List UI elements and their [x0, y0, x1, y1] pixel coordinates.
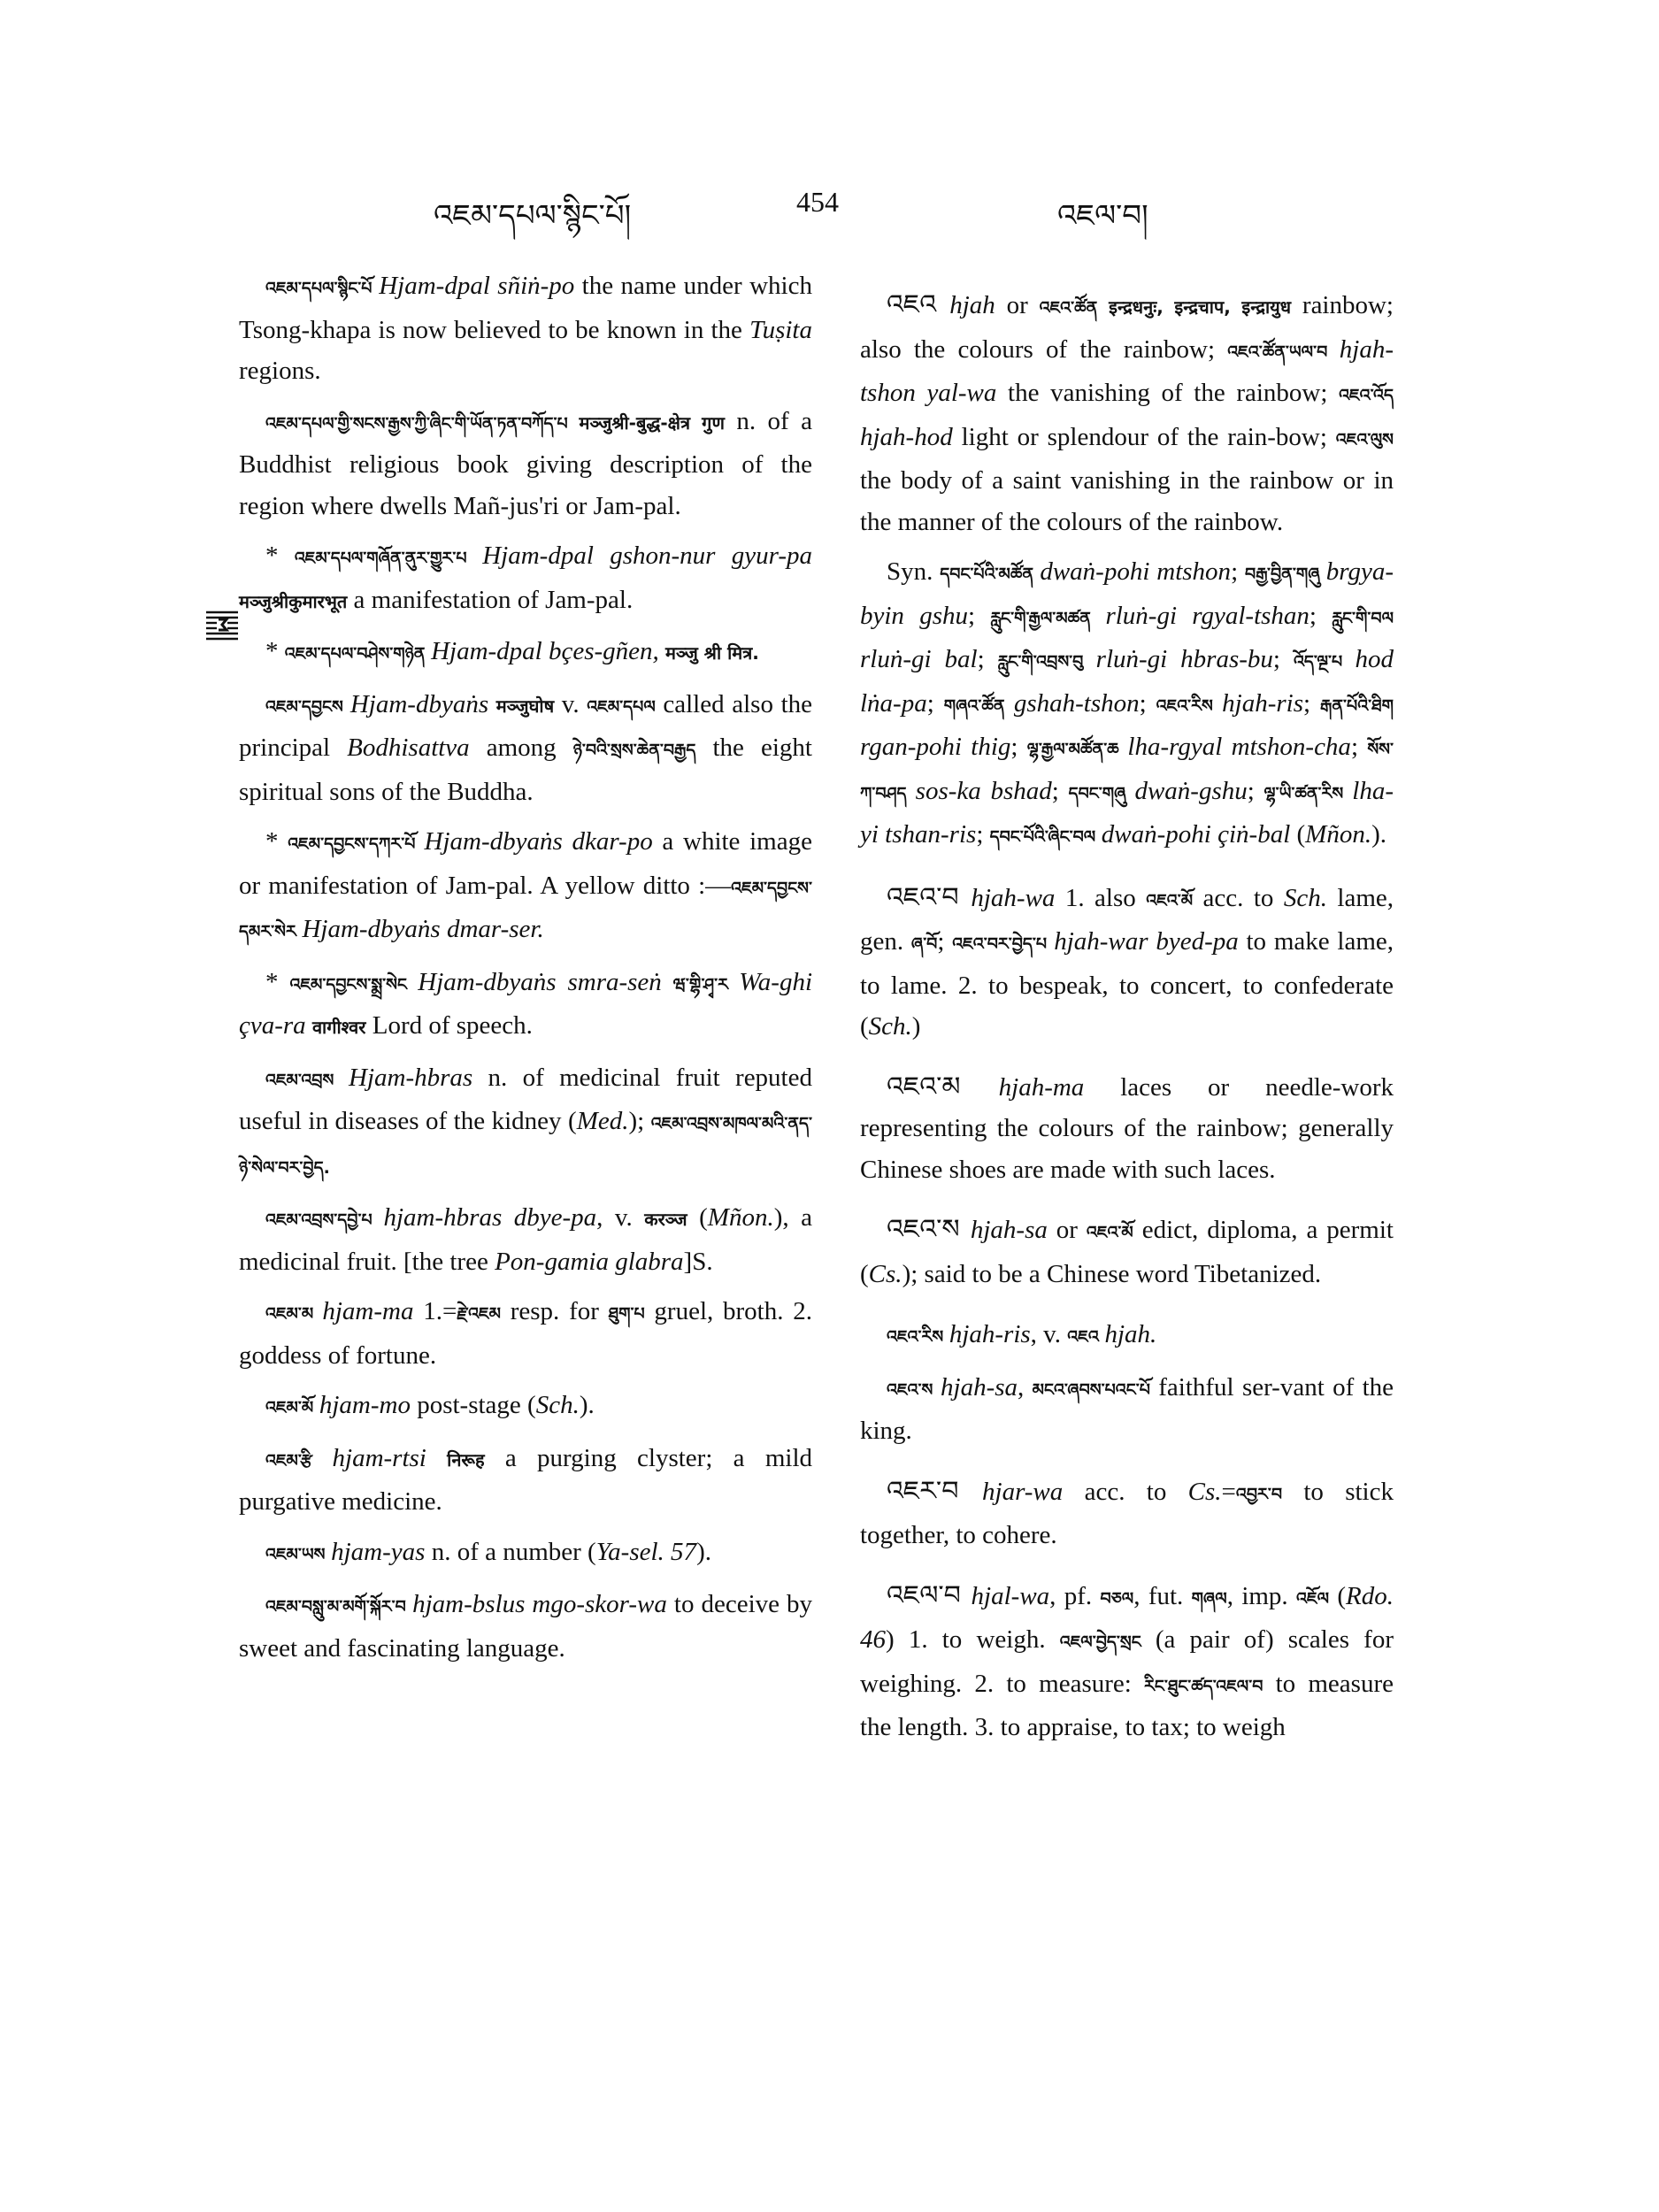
english-text: laces or needle-work representing the colours of the rainbow; generally Chinese shoes are made with such laces.: [860, 1072, 1394, 1184]
english-text: [662, 968, 673, 996]
transliteration: hjam-bslus mgo-skor-wa: [412, 1590, 667, 1618]
transliteration: dwaṅ-gshu: [1134, 776, 1248, 805]
english-text: *: [265, 827, 288, 856]
dictionary-entry: [860, 1576, 1394, 1748]
tibetan-text: འཇམ་དཔལ་སྙིང་པོ: [265, 279, 380, 298]
tibetan-text: འཇམ་དཔལ་བཤེས་གཉེན: [284, 644, 432, 664]
english-text: [426, 1444, 447, 1472]
transliteration: Cs.: [868, 1259, 902, 1288]
english-text: *: [265, 967, 290, 996]
english-text: the name under which Tsong-khapa is now believed to be known in the: [239, 272, 812, 344]
tibetan-text: འཇམ་དབྱངས་སྨྲ་སེང: [289, 974, 419, 995]
transliteration: dwaṅ-pohi çiṅ-bal: [1101, 820, 1291, 849]
sanskrit-text: वागीश्वर: [311, 1017, 366, 1038]
english-text: ;: [977, 645, 998, 673]
english-text: ;: [1051, 776, 1069, 805]
english-text: *: [265, 541, 295, 570]
english-text: [1097, 291, 1109, 319]
english-text: ;: [937, 927, 953, 956]
english-text: ;: [1309, 601, 1333, 630]
english-text: ).: [696, 1537, 711, 1566]
english-text: ;: [1302, 688, 1320, 718]
english-text: (: [687, 1203, 708, 1232]
transliteration: Med.: [576, 1107, 629, 1135]
tibetan-text: འཇམ་རྩི: [265, 1450, 333, 1471]
tibetan-text: རྗེ་འཇམ: [457, 1304, 501, 1324]
transliteration: Hjam-dpal gshon-nur gyur-pa: [482, 541, 812, 570]
english-text: [488, 690, 496, 718]
transliteration: hjah-war byed-pa: [1054, 927, 1239, 956]
transliteration: Hjam-dbyaṅs dmar-ser.: [302, 915, 544, 943]
english-text: among: [469, 733, 573, 762]
english-text: ]S.: [683, 1247, 713, 1276]
tibetan-text: འཇམ་དབྱངས: [265, 696, 350, 717]
tibetan-text: ཞ་བོ: [910, 934, 938, 954]
english-text: regions.: [239, 357, 321, 385]
english-text: gruel, broth. 2. goddess of fortune.: [239, 1297, 812, 1370]
tibetan-text: འཇའ་ལུས: [1335, 429, 1394, 449]
dictionary-entry: [239, 1057, 812, 1189]
english-text: ;: [1231, 557, 1246, 586]
dictionary-entry: [239, 535, 812, 622]
sanskrit-text: मञ्जुश्रीकुमारभूत: [239, 590, 348, 612]
transliteration: hjal-wa: [971, 1581, 1050, 1610]
transliteration: gshah-tshon: [1013, 688, 1140, 718]
english-text: Lord of speech.: [365, 1011, 533, 1040]
dictionary-entry: [860, 285, 1394, 542]
english-text: acc. to: [1063, 1477, 1188, 1506]
dictionary-entry: [860, 1067, 1394, 1191]
tibetan-text: འཇམ་དཔལ་གྱི་སངས་རྒྱས་ཀྱི་ཞིང་གི་ཡོན་ཏན་བཀོད་པ: [265, 413, 580, 434]
transliteration: dwaṅ-pohi mtshon: [1040, 557, 1232, 586]
english-text: called also the principal: [239, 689, 813, 762]
english-text: n. of medicinal fruit reputed useful in diseases of the kidney (: [239, 1063, 812, 1135]
tibetan-text: ཝ་གྷི་ཤྭ་ར: [672, 974, 740, 995]
transliteration: Ya-sel. 57: [595, 1537, 697, 1566]
tibetan-text: རླུང་གི་འབྲས་བུ: [997, 652, 1096, 672]
dictionary-entry: [860, 878, 1394, 1048]
english-text: ) 1. to weigh.: [886, 1625, 1060, 1654]
tibetan-text: རྒན་པོའི་ཐིག: [1319, 695, 1394, 716]
english-text: ): [911, 1012, 921, 1041]
english-text: light or splendour of the rain-bow;: [952, 422, 1336, 451]
dictionary-entry: [860, 551, 1394, 858]
tibetan-text: ལྷ་རྒྱལ་མཚོན་ཆ: [1026, 740, 1128, 759]
transliteration: hjah-ris: [1222, 688, 1303, 718]
transliteration: sos-ka bshad: [915, 776, 1052, 805]
tibetan-text: འཇའ་རིས: [1156, 695, 1223, 716]
dictionary-entry: [239, 1438, 812, 1523]
dictionary-entry: [239, 1385, 812, 1429]
dictionary-entry: [239, 1197, 812, 1282]
tibetan-text: མངའ་ཞབས་པའང་པོ: [1032, 1379, 1150, 1400]
transliteration: brgya-byin gshu: [860, 557, 1394, 630]
dictionary-entry: [239, 684, 812, 813]
transliteration: hjah: [949, 291, 995, 319]
tibetan-text: འཇའ་འོད: [1339, 386, 1394, 405]
transliteration: hjah.: [1104, 1320, 1157, 1348]
dictionary-entry: [860, 1210, 1394, 1294]
right-column: [860, 265, 1394, 1757]
english-text: 1.=: [413, 1297, 457, 1325]
transliteration: Mñon.: [707, 1203, 774, 1232]
page-number: 454: [796, 186, 839, 218]
tibetan-text: འཇམ་འབྲས་མཁལ་མའི་ནད་ཉེ་སེལ་བར་བྱེད.: [239, 1114, 812, 1178]
english-text: lame, gen.: [860, 883, 1394, 956]
tibetan-text: འཇའ་རིས: [887, 1327, 949, 1347]
english-text: ;: [1010, 733, 1027, 761]
running-head-left: འཇམ་དཔལ་སྙིང་པོ།: [434, 200, 632, 233]
english-text: or: [995, 291, 1040, 319]
tibetan-text: ལྷ་ཡི་ཚན་རིས: [1263, 783, 1353, 803]
english-text: ,: [1018, 1372, 1033, 1402]
tibetan-letter-marker-icon: [204, 609, 240, 644]
english-text: or: [1047, 1216, 1087, 1244]
english-text: the vanishing of the rainbow;: [996, 379, 1340, 407]
tibetan-text: བརྒྱ་བྱིན་གཞུ: [1245, 565, 1326, 584]
transliteration: Mñon.: [1305, 820, 1372, 849]
tibetan-text: འཇའ་ཚོན: [1039, 298, 1098, 318]
transliteration: hjah-ma: [998, 1072, 1085, 1102]
tibetan-text: རླུང་གི་རྒྱལ་མཚན: [990, 608, 1106, 628]
english-text: v.: [554, 689, 588, 718]
tibetan-text: རླུང་གི་བལ: [1332, 608, 1394, 628]
english-text: ;: [1272, 645, 1294, 673]
transliteration: Sch.: [1283, 883, 1327, 912]
english-text: (: [1290, 820, 1306, 849]
dictionary-entry: [239, 962, 812, 1048]
headword: འཇའ་ས: [887, 1214, 971, 1245]
transliteration: rgan-pohi thig: [860, 733, 1011, 761]
transliteration: rluṅ-gi rgyal-tshan: [1105, 601, 1310, 630]
english-text: ).: [579, 1391, 595, 1419]
english-text: ;: [1139, 688, 1156, 718]
english-text: to deceive by sweet and fascinating language.: [239, 1590, 813, 1663]
english-text: edict, diploma, a permit (: [860, 1216, 1394, 1288]
tibetan-text: འཇའ་བར་བྱེད་པ: [952, 934, 1055, 954]
tibetan-text: དབང་གཞུ: [1068, 783, 1135, 803]
transliteration: hjam-rtsi: [332, 1443, 426, 1472]
transliteration: Wa-ghi çva-ra: [239, 967, 813, 1040]
english-text: ;: [926, 688, 944, 718]
tibetan-text: རིང་ཐུང་ཚད་འཇལ་བ: [1144, 1676, 1263, 1696]
tibetan-text: འཇམ་དབྱངས་དཀར་པོ: [288, 834, 425, 854]
tibetan-text: འཇའ: [1067, 1327, 1105, 1347]
english-text: ;: [967, 601, 991, 630]
english-text: [306, 1011, 312, 1040]
dictionary-entry: [239, 821, 812, 953]
english-text: (a pair of) scales for weighing. 2. to measure:: [860, 1625, 1394, 1698]
sanskrit-text: इन्द्रधनुः, इन्द्रचाप, इन्द्रायुध: [1109, 296, 1292, 318]
tibetan-text: འཇོལ: [1296, 1588, 1330, 1609]
dictionary-entry: [860, 1314, 1394, 1358]
english-text: ); said to be a Chinese word Tibetanized.: [902, 1259, 1322, 1288]
english-text: post-stage (: [410, 1391, 536, 1419]
english-text: , imp.: [1226, 1581, 1297, 1610]
headword: འཇར་བ: [887, 1475, 983, 1507]
english-text: ;: [1247, 776, 1264, 805]
tibetan-text: འཇམ་འབྲས་དབྱེ་པ: [265, 1210, 384, 1230]
transliteration: hjah-hod: [860, 422, 953, 451]
transliteration: Hjam-hbras: [349, 1063, 473, 1092]
tibetan-text: འཇམ་དཔལ: [587, 696, 656, 717]
transliteration: Pon-gamia glabra: [495, 1247, 684, 1276]
transliteration: Tuṣita: [749, 315, 812, 344]
tibetan-text: འཇམ་འབྲས: [265, 1070, 349, 1090]
dictionary-entry: [239, 1291, 812, 1376]
english-text: the eight spiritual sons of the Buddha.: [239, 733, 812, 806]
transliteration: hjah-wa: [971, 883, 1056, 912]
sanskrit-text: मञ्जु श्री मित्र.: [665, 642, 759, 664]
english-text: ).: [1371, 820, 1387, 849]
tibetan-text: དབང་པོའི་ཞིང་བལ: [989, 827, 1102, 847]
tibetan-text: འཇམ་མ: [265, 1304, 323, 1324]
english-text: 1. also: [1055, 883, 1147, 912]
dictionary-entry: [860, 1471, 1394, 1556]
english-text: faithful ser-vant of the king.: [860, 1372, 1394, 1445]
transliteration: Hjam-dbyaṅs smra-seṅ: [418, 967, 662, 996]
english-text: , v.: [596, 1203, 645, 1232]
transliteration: lha-yi tshan-ris: [860, 776, 1394, 849]
transliteration: Hjam-dbyaṅs dkar-po: [424, 827, 653, 856]
tibetan-text: ཐུག་པ: [608, 1304, 645, 1324]
transliteration: Hjam-dpal bçes-gñen,: [431, 637, 659, 665]
headword: འཇའ: [887, 289, 950, 320]
transliteration: hod lṅa-pa: [860, 645, 1394, 718]
english-text: Syn.: [887, 557, 941, 586]
english-text: );: [628, 1107, 651, 1135]
english-text: to make lame, to lame. 2. to bespeak, to concert, to confederate (: [860, 927, 1394, 1041]
sanskrit-text: मञ्जुश्री-बुद्ध-क्षेत्र गुण: [579, 411, 725, 434]
transliteration: lha-rgyal mtshon-cha: [1127, 733, 1351, 761]
dictionary-entry: [239, 1584, 812, 1669]
english-text: ;: [976, 820, 990, 849]
transliteration: rluṅ-gi bal: [860, 645, 978, 673]
tibetan-text: འབྱར་བ: [1235, 1484, 1283, 1504]
dictionary-entry: [239, 265, 812, 392]
transliteration: hjah-tshon yal-wa: [860, 334, 1394, 407]
left-column: [239, 265, 812, 1678]
transliteration: Rdo. 46: [860, 1581, 1394, 1654]
english-text: ;: [1350, 733, 1368, 761]
dictionary-entry: [239, 631, 812, 675]
english-text: to measure the length. 3. to appraise, to tax; to weigh: [860, 1669, 1394, 1741]
transliteration: Sch.: [868, 1012, 912, 1041]
tibetan-text: འཇའ་མོ: [1146, 890, 1194, 910]
transliteration: Hjam-dbyaṅs: [349, 689, 489, 718]
english-text: a white image or manifestation of Jam-pal. A yellow ditto :—: [239, 827, 812, 900]
transliteration: hjar-wa: [982, 1477, 1064, 1506]
tibetan-text: འཇའ་ཚོན་ཡལ་བ: [1227, 342, 1340, 362]
transliteration: hjam-hbras dbye-pa: [383, 1203, 597, 1232]
english-text: (: [1329, 1581, 1347, 1610]
tibetan-text: བཅལ: [1100, 1588, 1134, 1609]
english-text: a manifestation of Jam-pal.: [347, 585, 634, 614]
english-text: rainbow; also the colours of the rainbow;: [860, 291, 1394, 364]
tibetan-text: གཞལ: [1191, 1588, 1227, 1609]
tibetan-text: འཇམ་དཔལ་གཞོན་ནུར་གྱུར་པ: [294, 549, 483, 568]
english-text: , pf.: [1049, 1581, 1101, 1610]
tibetan-text: འོད་ལྔ་པ: [1293, 652, 1356, 672]
dictionary-entry: [860, 1367, 1394, 1452]
english-text: =: [1221, 1477, 1236, 1506]
english-text: n. of a number (: [425, 1537, 596, 1566]
sanskrit-text: निरूह: [447, 1448, 485, 1471]
transliteration: rluṅ-gi hbras-bu: [1095, 645, 1273, 673]
sanskrit-text: मञ्जुघोष: [495, 695, 555, 717]
tibetan-text: འཇའ་མོ: [1086, 1223, 1133, 1242]
english-text: ), a medicinal fruit. [the tree: [239, 1203, 812, 1276]
transliteration: Bodhisattva: [347, 733, 470, 762]
transliteration: hjam-ma: [322, 1297, 414, 1325]
tibetan-text: ཉེ་བའི་སྲས་ཆེན་བརྒྱད: [572, 741, 696, 760]
tibetan-text: འཇའ་ས: [887, 1379, 941, 1400]
tibetan-text: འཇམ་མོ: [265, 1398, 319, 1417]
tibetan-text: དབང་པོའི་མཚོན: [940, 565, 1041, 584]
dictionary-entry: [239, 1532, 812, 1576]
transliteration: Cs.: [1187, 1477, 1222, 1506]
transliteration: Hjam-dpal sñiṅ-po: [379, 272, 575, 300]
english-text: acc. to: [1193, 883, 1284, 912]
tibetan-text: གཞའ་ཚོན: [943, 695, 1014, 716]
headword: འཇའ་མ: [887, 1071, 999, 1102]
transliteration: hjam-mo: [319, 1391, 411, 1419]
dictionary-entry: [239, 401, 812, 527]
running-head-right: འཇལ་བ།: [1057, 200, 1148, 233]
english-text: a purging clyster; a mild purgative medicine.: [239, 1443, 813, 1516]
transliteration: hjah-ris: [949, 1320, 1031, 1348]
english-text: , v.: [1030, 1320, 1068, 1348]
tibetan-text: འཇམ་བསླུ་མ་མགོ་སྐོར་བ: [265, 1597, 413, 1617]
transliteration: hjah-sa: [941, 1372, 1018, 1402]
english-text: the body of a saint vanishing in the rainbow or in the manner of the colours of the rainbow.: [860, 466, 1394, 536]
transliteration: Sch.: [535, 1391, 580, 1419]
english-text: *: [265, 637, 285, 665]
english-text: , fut.: [1133, 1581, 1192, 1610]
english-text: n. of a Buddhist religious book giving description of the region where dwells Mañ-jus'ri or Jam-pal.: [239, 406, 812, 520]
english-text: [659, 637, 665, 665]
sanskrit-text: करञ्ज: [644, 1209, 687, 1230]
tibetan-text: སོས་ཀ་བཤད: [860, 740, 1394, 803]
headword: འཇའ་བ: [887, 881, 972, 913]
english-text: to stick together, to cohere.: [860, 1477, 1394, 1549]
tibetan-text: འཇམ་དབྱངས་དམར་སེར: [239, 878, 812, 941]
transliteration: hjam-yas: [331, 1537, 426, 1566]
headword: འཇལ་བ: [887, 1579, 972, 1611]
transliteration: hjah-sa: [970, 1216, 1048, 1244]
english-text: resp. for: [500, 1297, 609, 1325]
tibetan-text: འཇལ་བྱེད་སྲང: [1059, 1632, 1141, 1652]
tibetan-text: འཇམ་ཡས: [265, 1544, 332, 1564]
